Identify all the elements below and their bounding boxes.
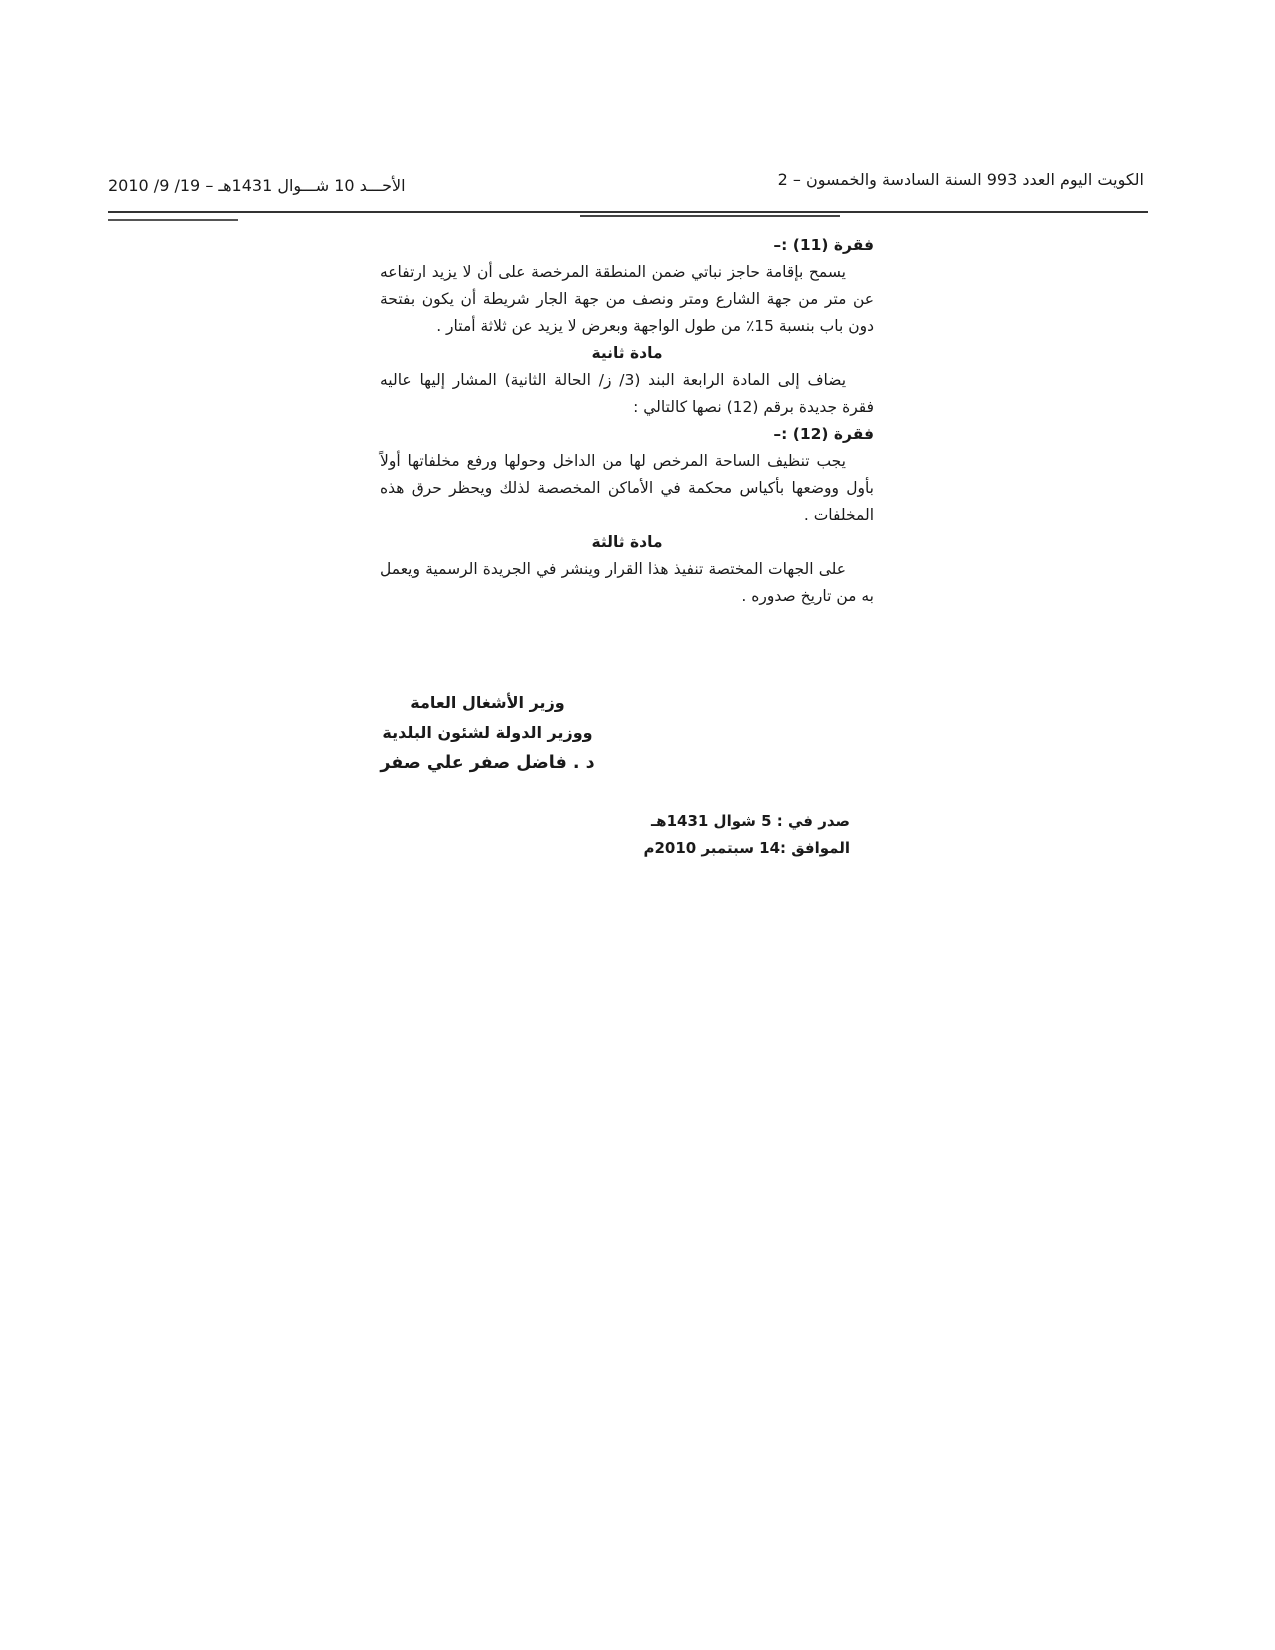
paragraph-12-heading: فقرة (12) :– bbox=[773, 425, 874, 443]
signature-title-2: ووزير الدولة لشئون البلدية bbox=[382, 723, 593, 742]
header-date: الأحـــد 10 شـــوال 1431هـ – 19/ 9/ 2010 bbox=[108, 176, 406, 195]
signature-block bbox=[380, 688, 595, 778]
header-rule-mid bbox=[580, 215, 840, 217]
article-3-text: على الجهات المختصة تنفيذ هذا القرار وينشر في الجريدة الرسمية ويعمل به من تاريخ صدوره . bbox=[380, 560, 874, 605]
issued-hijri-date: صدر في : 5 شوال 1431هـ bbox=[651, 812, 850, 830]
signature-name: د . فاضل صفر علي صفر bbox=[380, 753, 595, 773]
header-rule bbox=[108, 211, 1148, 213]
paragraph-11-heading: فقرة (11) :– bbox=[773, 236, 874, 254]
header-rule-short bbox=[108, 219, 238, 221]
paragraph-12-text: يجب تنظيف الساحة المرخص لها من الداخل وحولها ورفع مخلفاتها أولاً بأول ووضعها بأكياس محكمة في الأماكن المخصصة لذلك ويحظر حرق هذه المخلفات . bbox=[380, 452, 874, 524]
paragraph-11-text: يسمح بإقامة حاجز نباتي ضمن المنطقة المرخصة على أن لا يزيد ارتفاعه عن متر من جهة الشارع ومتر ونصف من جهة الجار شريطة أن يكون بفتحة دون باب بنسبة 15٪ من طول الواجهة وبعرض لا يزيد عن ثلاثة أمتار . bbox=[380, 263, 874, 335]
decree-body bbox=[380, 232, 874, 610]
header-issue-info: الكويت اليوم العدد 993 السنة السادسة والخمسون – 2 bbox=[777, 170, 1144, 189]
article-2-title: مادة ثانية bbox=[591, 344, 663, 362]
issue-date-block bbox=[640, 808, 850, 862]
signature-title-1: وزير الأشغال العامة bbox=[410, 693, 565, 712]
article-3-title: مادة ثالثة bbox=[591, 533, 663, 551]
page-header bbox=[108, 170, 1144, 204]
article-2-text: يضاف إلى المادة الرابعة البند (3/ ز/ الحالة الثانية) المشار إليها عاليه فقرة جديدة برقم (12) نصها كالتالي : bbox=[380, 371, 874, 416]
issued-gregorian-date: الموافق :14 سبتمبر 2010م bbox=[643, 839, 850, 857]
